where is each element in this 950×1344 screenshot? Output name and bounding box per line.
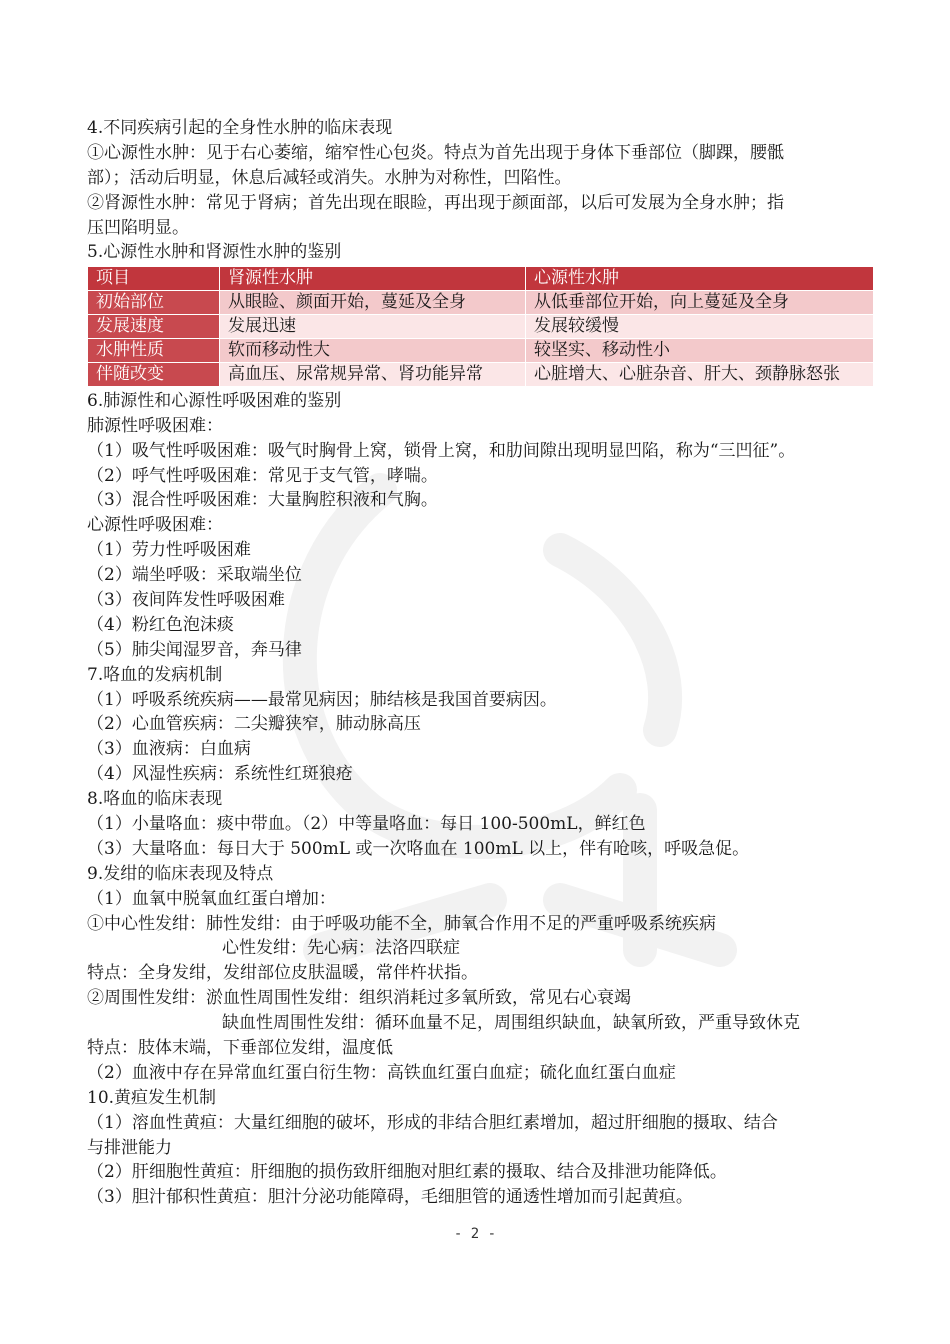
table-row: [88, 362, 874, 386]
list-item: （1）呼吸系统疾病——最常见病因；肺结核是我国首要病因。: [87, 689, 557, 710]
list-item: ②周围性发绀：淤血性周围性发绀：组织消耗过多氧所致，常见右心衰竭: [87, 988, 631, 1009]
page-number: - 2 -: [453, 1226, 497, 1242]
section-4-title: 4.不同疾病引起的全身性水肿的临床表现: [87, 118, 393, 138]
table-cell: 高血压、尿常规异常、肾功能异常: [220, 362, 526, 386]
list-item: （1）血氧中脱氧血红蛋白增加：: [87, 888, 336, 909]
document-body: [87, 116, 877, 1210]
section-6-title: 6.肺源性和心源性呼吸困难的鉴别: [87, 390, 342, 411]
list-item: （3）大量咯血：每日大于 500mL 或一次咯血在 100mL 以上，伴有呛咳，呼吸急促。: [87, 838, 750, 859]
list-item: （5）肺尖闻湿罗音，奔马律: [87, 639, 302, 660]
row-header-cell: 水肿性质: [88, 339, 220, 363]
list-item: ①中心性发绀：肺性发绀：由于呼吸功能不全，肺氧合作用不足的严重呼吸系统疾病: [87, 913, 716, 934]
table-cell: 发展迅速: [220, 315, 526, 339]
list-item: （2）肝细胞性黄疸：肝细胞的损伤致肝细胞对胆红素的摄取、结合及排泄功能降低。: [87, 1162, 727, 1183]
paragraph-cardiac-edema-2: 部）；活动后明显，休息后减轻或消失。水肿为对称性，凹陷性。: [87, 167, 572, 188]
section-5-title: 5.心源性水肿和肾源性水肿的鉴别: [87, 242, 342, 263]
list-item: 缺血性周围性发绀：循环血量不足，周围组织缺血，缺氧所致，严重导致休克: [222, 1013, 800, 1034]
paragraph-renal-edema-1: ②肾源性水肿：常见于肾病；首先出现在眼睑，再出现于颜面部，以后可发展为全身水肿；指: [87, 192, 784, 213]
table-header-row: [88, 267, 874, 291]
table-cell: 从低垂部位开始，向上蔓延及全身: [526, 291, 874, 315]
subheading-heart-dyspnea: 心源性呼吸困难：: [87, 515, 223, 536]
section-7-title: 7.咯血的发病机制: [87, 664, 223, 685]
list-item: （2）血液中存在异常血红蛋白衍生物：高铁血红蛋白血症；硫化血红蛋白血症: [87, 1062, 676, 1083]
paragraph-cardiac-edema-1: ①心源性水肿：见于右心萎缩，缩窄性心包炎。特点为首先出现于身体下垂部位（脚踝，腰骶: [87, 142, 784, 163]
table-row: [88, 291, 874, 315]
list-item: （1）劳力性呼吸困难: [87, 540, 251, 561]
list-item: （2）呼气性呼吸困难：常见于支气管，哮喘。: [87, 465, 438, 486]
list-item: （3）夜间阵发性呼吸困难: [87, 590, 285, 610]
table-row: [88, 339, 874, 363]
table-cell: 软而移动性大: [220, 339, 526, 363]
list-item: （1）吸气性呼吸困难：吸气时胸骨上窝，锁骨上窝，和肋间隙出现明显凹陷，称为“三凹征”。: [87, 440, 796, 461]
edema-comparison-table: [87, 266, 874, 387]
list-item: （4）风湿性疾病：系统性红斑狼疮: [87, 764, 353, 785]
list-item: （4）粉红色泡沫痰: [87, 614, 234, 635]
paragraph-renal-edema-2: 压凹陷明显。: [87, 217, 189, 238]
list-item: 与排泄能力: [87, 1137, 172, 1158]
table-cell: 发展较缓慢: [526, 315, 874, 339]
row-header-cell: 初始部位: [88, 291, 220, 315]
list-item: （3）胆汁郁积性黄疸：胆汁分泌功能障碍，毛细胆管的通透性增加而引起黄疸。: [87, 1187, 693, 1208]
section-9-title: 9.发绀的临床表现及特点: [87, 863, 274, 884]
list-item: 心性发绀：先心病：法洛四联症: [222, 938, 460, 959]
table-cell: 从眼睑、颜面开始，蔓延及全身: [220, 291, 526, 315]
table-cell: 心脏增大、心脏杂音、肝大、颈静脉怒张: [526, 362, 874, 386]
list-item: 特点：全身发绀，发绀部位皮肤温暖，常伴杵状指。: [87, 963, 478, 984]
table-header-cell: 项目: [88, 267, 220, 291]
table-header-cell: 心源性水肿: [526, 267, 874, 291]
section-10-title: 10.黄疸发生机制: [87, 1087, 217, 1108]
section-8-title: 8.咯血的临床表现: [87, 789, 223, 810]
list-item: （1）溶血性黄疸：大量红细胞的破坏，形成的非结合胆红素增加，超过肝细胞的摄取、结合: [87, 1112, 778, 1133]
table-row: [88, 315, 874, 339]
row-header-cell: 发展速度: [88, 315, 220, 339]
row-header-cell: 伴随改变: [88, 362, 220, 386]
table-header-cell: 肾源性水肿: [220, 267, 526, 291]
list-item: （1）小量咯血：痰中带血。（2）中等量咯血：每日 100-500mL，鲜红色: [87, 814, 646, 835]
list-item: 特点：肢体末端，下垂部位发绀，温度低: [87, 1038, 393, 1059]
subheading-lung-dyspnea: 肺源性呼吸困难：: [87, 415, 223, 436]
list-item: （3）血液病：白血病: [87, 739, 251, 760]
list-item: （3）混合性呼吸困难：大量胸腔积液和气胸。: [87, 490, 438, 511]
list-item: （2）心血管疾病：二尖瓣狭窄，肺动脉高压: [87, 714, 421, 735]
list-item: （2）端坐呼吸：采取端坐位: [87, 565, 302, 586]
table-cell: 较坚实、移动性小: [526, 339, 874, 363]
